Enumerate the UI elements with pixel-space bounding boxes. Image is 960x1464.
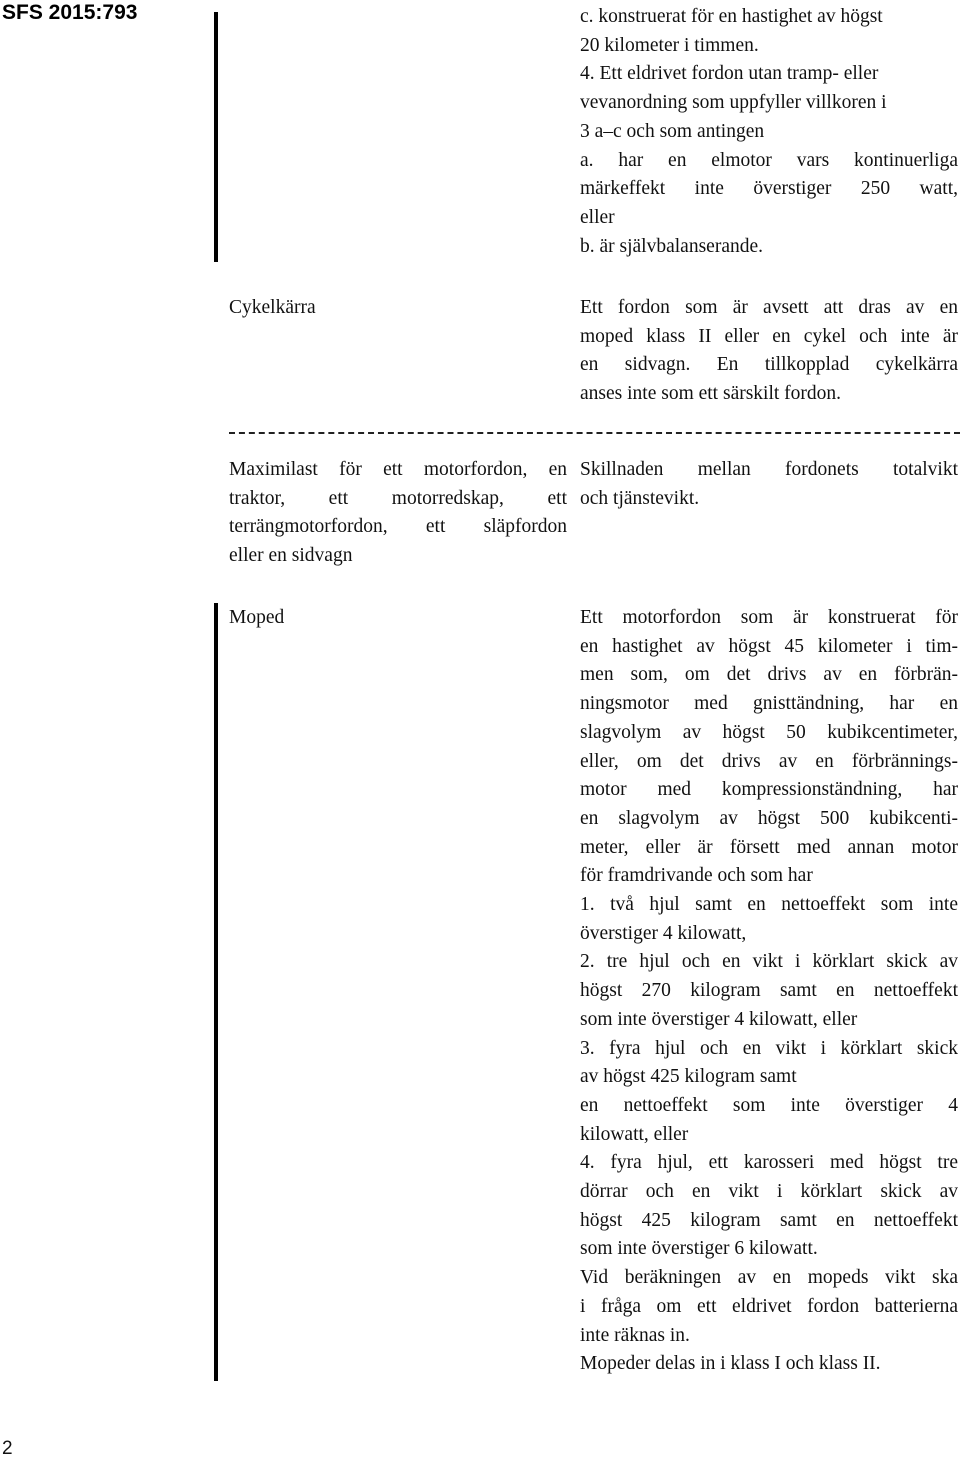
text-line: högst 425 kilogram samt en nettoeffekt (580, 1209, 958, 1231)
text-line: anses inte som ett särskilt fordon. (580, 383, 842, 405)
document-reference: SFS 2015:793 (2, 1, 138, 24)
text-line: en nettoeffekt som inte överstiger 4 (580, 1094, 958, 1116)
change-bar (214, 603, 218, 1381)
text-line: men som, om det drivs av en förbrän- (580, 664, 958, 686)
text-line: inte räknas in. (580, 1324, 690, 1346)
page-number: 2 (2, 1438, 13, 1459)
text-line: Ett fordon som är avsett att dras av en (580, 297, 958, 318)
term-cykelkarra: Cykelkärra (229, 297, 316, 318)
text-line: överstiger 4 kilowatt, (580, 922, 747, 944)
text-line: av högst 425 kilogram samt (580, 1066, 797, 1088)
term-moped: Moped (229, 607, 285, 628)
text-line: Mopeder delas in i klass I och klass II. (580, 1353, 881, 1375)
text-line: Vid beräkningen av en mopeds vikt ska (580, 1267, 958, 1289)
text-line: 2. tre hjul och en vikt i körklart skick av (580, 951, 958, 973)
text-line: ningsmotor med gnisttändning, har en (580, 693, 958, 715)
text-line: Skillnaden mellan fordonets totalvikt (580, 459, 958, 480)
text-line: 1. två hjul samt en nettoeffekt som inte (580, 894, 958, 916)
text-line: b. är självbalanserande. (580, 235, 764, 257)
text-line: en hastighet av högst 45 kilometer i tim- (580, 635, 958, 657)
text-line: eller, om det drivs av en förbrännings- (580, 750, 958, 772)
text-line: eller (580, 206, 615, 228)
text-line: terrängmotorfordon, ett släpfordon (229, 516, 567, 538)
text-line: i fråga om ett eldrivet fordon batterierna (580, 1295, 958, 1317)
text-line: Ett motorfordon som är konstruerat för (580, 607, 958, 628)
definition-maximilast (580, 456, 958, 513)
text-line: dörrar och en vikt i körklart skick av (580, 1181, 958, 1203)
change-bar (214, 12, 218, 262)
text-line: 4. fyra hjul, ett karosseri med högst tre (580, 1152, 958, 1174)
definition-moped (580, 604, 958, 1379)
text-line: traktor, ett motorredskap, ett (229, 487, 567, 509)
definition-cykelkarra (580, 294, 958, 409)
section-divider (229, 412, 960, 434)
text-line: 20 kilometer i timmen. (580, 34, 759, 56)
definition-continuation (580, 3, 958, 261)
text-line: motor med kompressionständning, har (580, 779, 958, 801)
text-line: 4. Ett eldrivet fordon utan tramp- eller (580, 63, 879, 85)
text-line: a. har en elmotor vars kontinuerliga (580, 149, 958, 171)
text-line: kilowatt, eller (580, 1123, 689, 1145)
text-line: märkeffekt inte överstiger 250 watt, (580, 178, 958, 200)
text-line: vevanordning som uppfyller villkoren i (580, 92, 887, 114)
text-line: moped klass II eller en cykel och inte är (580, 325, 958, 347)
text-line: meter, eller är försett med annan motor (580, 836, 958, 858)
text-line: som inte överstiger 6 kilowatt. (580, 1238, 818, 1260)
text-line: c. konstruerat för en hastighet av högst (580, 6, 883, 27)
text-line: eller en sidvagn (229, 545, 353, 567)
text-line: slagvolym av högst 50 kubikcentimeter, (580, 721, 958, 743)
text-line: och tjänstevikt. (580, 487, 700, 509)
text-line: 3 a–c och som antingen (580, 120, 765, 142)
text-line: högst 270 kilogram samt en nettoeffekt (580, 980, 958, 1002)
text-line: som inte överstiger 4 kilowatt, eller (580, 1008, 858, 1030)
text-line: för framdrivande och som har (580, 865, 813, 887)
text-line: 3. fyra hjul och en vikt i körklart skick (580, 1037, 958, 1059)
text-line: en slagvolym av högst 500 kubikcenti- (580, 807, 958, 829)
text-line: en sidvagn. En tillkopplad cykelkärra (580, 354, 958, 376)
term-maximilast (229, 456, 567, 571)
text-line: Maximilast för ett motorfordon, en (229, 459, 567, 480)
